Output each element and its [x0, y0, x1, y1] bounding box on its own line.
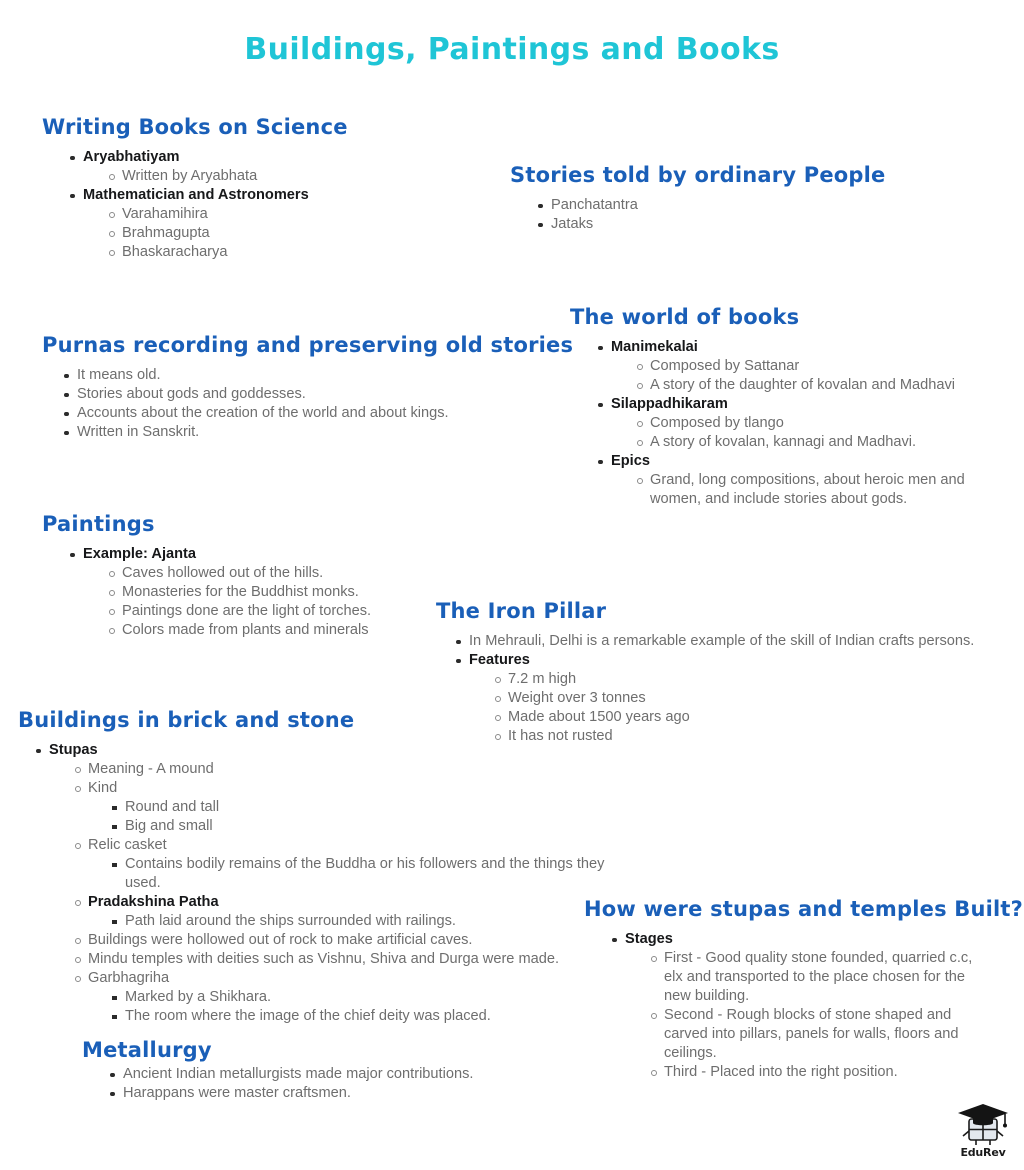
list-item-label: Example: Ajanta [83, 546, 197, 563]
list-item-label: Colors made from plants and minerals [122, 622, 369, 639]
section-how-were-stupas-and-temples-built [584, 897, 1024, 1082]
list-item [598, 338, 1000, 395]
list-item [637, 376, 1000, 395]
list-item [109, 243, 472, 262]
section-heading: How were stupas and temples Built? [584, 897, 1024, 921]
list-item [64, 385, 542, 404]
section-heading: Purnas recording and preserving old stories [42, 333, 574, 357]
list-item [70, 545, 462, 640]
list-item-label: Ancient Indian metallurgists made major contributions. [123, 1066, 474, 1083]
list-item [75, 779, 618, 836]
section-heading: Writing Books on Science [42, 115, 348, 139]
list-item-label: Caves hollowed out of the hills. [122, 565, 324, 582]
list-item [637, 471, 1000, 509]
list-item [109, 167, 472, 186]
section-list [584, 930, 994, 1082]
list-item [637, 433, 1000, 452]
section-the-world-of-books [570, 305, 1000, 509]
section-buildings-in-brick-and-stone [18, 708, 618, 1026]
list-item-label: Mathematician and Astronomers [83, 187, 309, 204]
list-item [70, 186, 472, 262]
list-item [109, 205, 472, 224]
section-heading: The Iron Pillar [436, 599, 607, 623]
list-item [598, 452, 1000, 509]
list-item-label: Kind [88, 780, 118, 797]
list-item [637, 414, 1000, 433]
list-item [109, 621, 462, 640]
page-title: Buildings, Paintings and Books [244, 32, 780, 67]
list-item-label: Written in Sanskrit. [77, 424, 200, 441]
sub-list [49, 760, 618, 1026]
section-list [570, 338, 1000, 509]
list-item [109, 224, 472, 243]
list-item-label: Grand, long compositions, about heroic men and women, and include stories about gods. [650, 472, 965, 508]
section-heading: Buildings in brick and stone [18, 708, 355, 732]
list-item-label: Garbhagriha [88, 970, 170, 987]
sub-list [611, 471, 1000, 509]
list-item-label: Written by Aryabhata [122, 168, 258, 185]
list-item-label: First - Good quality stone founded, quarried c.c, elx and transported to the place chosen for the new building. [664, 950, 973, 1005]
list-item [538, 196, 930, 215]
list-item [651, 1063, 994, 1082]
section-heading: Paintings [42, 512, 155, 536]
list-item-label: Panchatantra [551, 197, 638, 214]
list-item [109, 583, 462, 602]
sub-list [83, 167, 472, 186]
sub-list [88, 988, 618, 1026]
list-item [637, 357, 1000, 376]
list-item-label: Pradakshina Patha [88, 894, 219, 911]
list-item [651, 949, 994, 1006]
sub-list [611, 414, 1000, 452]
list-item-label: A story of the daughter of kovalan and Madhavi [650, 377, 956, 394]
list-item-label: Big and small [125, 818, 213, 835]
list-item [112, 912, 618, 931]
sub-list [625, 949, 994, 1082]
list-item [75, 950, 618, 969]
section-list [42, 545, 462, 640]
edurev-brand-label: EduRev [960, 1146, 1006, 1159]
list-item [495, 689, 981, 708]
section-writing-books-on-science [42, 115, 472, 262]
list-item [598, 395, 1000, 452]
list-item [75, 836, 618, 893]
section-list [18, 741, 618, 1026]
list-item-label: Mindu temples with deities such as Vishnu, Shiva and Durga were made. [88, 951, 560, 968]
list-item-label: Aryabhatiyam [83, 149, 180, 166]
list-item [110, 1084, 502, 1103]
list-item [75, 931, 618, 950]
list-item-label: Composed by Sattanar [650, 358, 800, 375]
list-item [109, 602, 462, 621]
section-paintings [42, 512, 462, 640]
list-item-label: It has not rusted [508, 728, 613, 745]
list-item [70, 148, 472, 186]
list-item-label: Brahmagupta [122, 225, 210, 242]
sub-list [88, 855, 618, 893]
list-item [110, 1065, 502, 1084]
list-item-label: A story of kovalan, kannagi and Madhavi. [650, 434, 917, 451]
list-item-label: Relic casket [88, 837, 167, 854]
list-item-label: Bhaskaracharya [122, 244, 228, 261]
list-item-label: Silappadhikaram [611, 396, 728, 413]
list-item-label: Contains bodily remains of the Buddha or his followers and the things they used. [125, 856, 605, 892]
list-item [112, 988, 618, 1007]
list-item [64, 423, 542, 442]
list-item [109, 564, 462, 583]
list-item-label: Meaning - A mound [88, 761, 214, 778]
list-item [612, 930, 994, 1082]
list-item-label: Weight over 3 tonnes [508, 690, 646, 707]
sub-list [83, 564, 462, 640]
section-list [42, 148, 472, 262]
list-item-label: Epics [611, 453, 650, 470]
section-list [42, 366, 542, 442]
list-item-label: The room where the image of the chief deity was placed. [125, 1008, 491, 1025]
list-item-label: Harappans were master craftsmen. [123, 1085, 351, 1102]
list-item [538, 215, 930, 234]
section-metallurgy [82, 1038, 502, 1103]
list-item-label: Manimekalai [611, 339, 698, 356]
list-item-label: Stages [625, 931, 673, 948]
list-item-label: Accounts about the creation of the world and about kings. [77, 405, 449, 422]
list-item-label: Stories about gods and goddesses. [77, 386, 306, 403]
sub-list [83, 205, 472, 262]
list-item [651, 1006, 994, 1063]
sub-list [611, 357, 1000, 395]
list-item [112, 1007, 618, 1026]
list-item-label: Paintings done are the light of torches. [122, 603, 372, 620]
list-item-label: 7.2 m high [508, 671, 577, 688]
list-item-label: Round and tall [125, 799, 220, 816]
list-item-label: In Mehrauli, Delhi is a remarkable example of the skill of Indian crafts persons. [469, 633, 975, 650]
list-item [495, 670, 981, 689]
list-item-label: Features [469, 652, 530, 669]
section-list [510, 196, 930, 234]
list-item [75, 760, 618, 779]
list-item-label: Varahamihira [122, 206, 208, 223]
graduation-cap-book-logo-icon [955, 1100, 1011, 1148]
list-item-label: Third - Placed into the right position. [664, 1064, 898, 1081]
list-item-label: Jataks [551, 216, 594, 233]
list-item [456, 632, 981, 651]
list-item-label: Stupas [49, 742, 98, 759]
list-item [75, 893, 618, 931]
list-item-label: Composed by tlango [650, 415, 784, 432]
list-item-label: Buildings were hollowed out of rock to make artificial caves. [88, 932, 473, 949]
section-list [82, 1065, 502, 1103]
sub-list [88, 798, 618, 836]
list-item-label: Made about 1500 years ago [508, 709, 690, 726]
list-item-label: Marked by a Shikhara. [125, 989, 272, 1006]
list-item-label: It means old. [77, 367, 161, 384]
sub-list [88, 912, 618, 931]
section-heading: Metallurgy [82, 1038, 212, 1062]
edurev-watermark [952, 1100, 1014, 1159]
list-item [36, 741, 618, 1026]
list-item [112, 855, 618, 893]
list-item [112, 798, 618, 817]
section-heading: Stories told by ordinary People [510, 163, 886, 187]
list-item [64, 366, 542, 385]
section-heading: The world of books [570, 305, 800, 329]
section-stories-told-by-ordinary-people [510, 163, 930, 234]
section-purnas-recording-and-preserving-old-stories [42, 333, 574, 442]
list-item [75, 969, 618, 1026]
list-item-label: Monasteries for the Buddhist monks. [122, 584, 359, 601]
list-item [64, 404, 542, 423]
list-item-label: Second - Rough blocks of stone shaped and carved into pillars, panels for walls, floors and ceilings. [664, 1007, 959, 1062]
list-item-label: Path laid around the ships surrounded with railings. [125, 913, 456, 930]
list-item [112, 817, 618, 836]
